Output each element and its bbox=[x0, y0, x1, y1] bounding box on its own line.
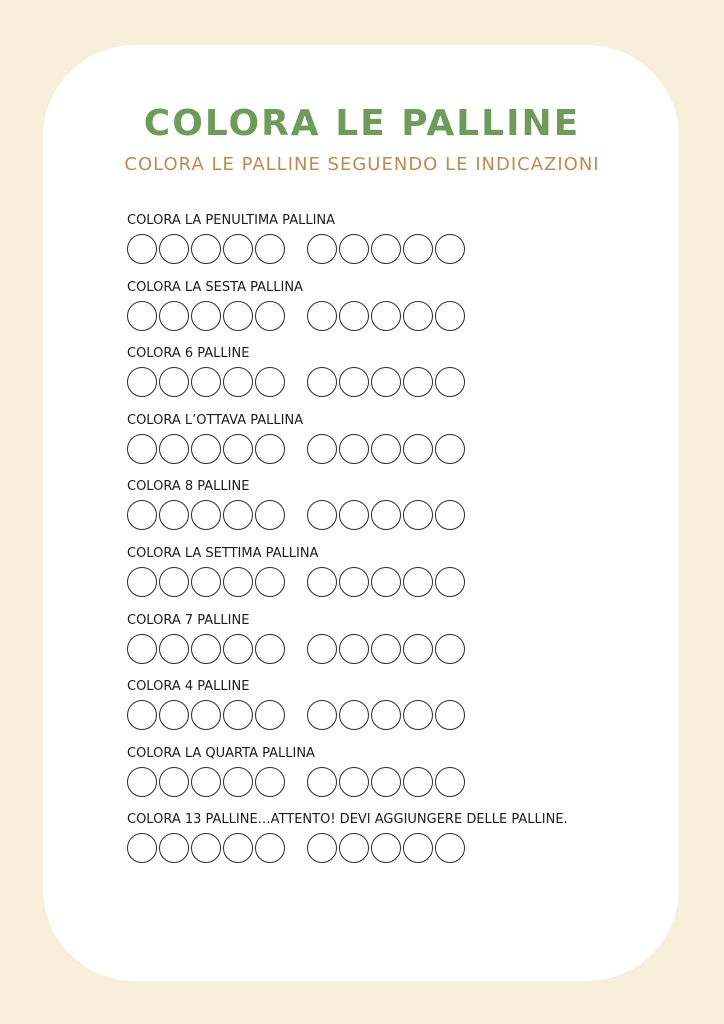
ball-circle[interactable] bbox=[159, 234, 189, 264]
ball-circle[interactable] bbox=[403, 234, 433, 264]
exercise-instruction: COLORA LA SESTA PALLINA bbox=[127, 279, 303, 295]
ball-circle[interactable] bbox=[255, 367, 285, 397]
exercise-item bbox=[127, 745, 647, 812]
ball-circle[interactable] bbox=[255, 234, 285, 264]
ball-circle[interactable] bbox=[339, 567, 369, 597]
ball-circle[interactable] bbox=[339, 833, 369, 863]
ball-group bbox=[307, 567, 467, 597]
ball-circle[interactable] bbox=[191, 767, 221, 797]
ball-group bbox=[307, 767, 467, 797]
ball-circle[interactable] bbox=[255, 767, 285, 797]
ball-circle[interactable] bbox=[371, 500, 401, 530]
ball-circle[interactable] bbox=[307, 500, 337, 530]
ball-circle[interactable] bbox=[435, 700, 465, 730]
ball-circle[interactable] bbox=[223, 567, 253, 597]
ball-circle[interactable] bbox=[371, 434, 401, 464]
ball-circle[interactable] bbox=[223, 367, 253, 397]
ball-circle[interactable] bbox=[403, 767, 433, 797]
ball-circle[interactable] bbox=[435, 234, 465, 264]
ball-circle[interactable] bbox=[403, 567, 433, 597]
ball-circle[interactable] bbox=[255, 301, 285, 331]
exercise-item bbox=[127, 811, 647, 878]
ball-circle[interactable] bbox=[223, 767, 253, 797]
ball-circle[interactable] bbox=[159, 833, 189, 863]
ball-circle[interactable] bbox=[255, 700, 285, 730]
ball-circle[interactable] bbox=[191, 301, 221, 331]
ball-circle[interactable] bbox=[191, 567, 221, 597]
exercise-instruction: COLORA 6 PALLINE bbox=[127, 346, 250, 362]
ball-circle[interactable] bbox=[191, 367, 221, 397]
ball-circle[interactable] bbox=[307, 634, 337, 664]
ball-row bbox=[127, 434, 647, 464]
exercise-item bbox=[127, 412, 647, 479]
ball-circle[interactable] bbox=[339, 434, 369, 464]
ball-circle[interactable] bbox=[159, 367, 189, 397]
exercise-item bbox=[127, 545, 647, 612]
ball-circle[interactable] bbox=[255, 567, 285, 597]
ball-circle[interactable] bbox=[191, 234, 221, 264]
ball-circle[interactable] bbox=[435, 367, 465, 397]
ball-circle[interactable] bbox=[255, 500, 285, 530]
ball-group bbox=[127, 434, 287, 464]
ball-circle[interactable] bbox=[435, 500, 465, 530]
ball-row bbox=[127, 301, 647, 331]
ball-circle[interactable] bbox=[223, 500, 253, 530]
ball-circle[interactable] bbox=[403, 434, 433, 464]
ball-circle[interactable] bbox=[127, 301, 157, 331]
ball-circle[interactable] bbox=[191, 434, 221, 464]
ball-circle[interactable] bbox=[127, 434, 157, 464]
ball-circle[interactable] bbox=[371, 567, 401, 597]
ball-group bbox=[307, 234, 467, 264]
ball-group bbox=[307, 367, 467, 397]
ball-group bbox=[307, 434, 467, 464]
ball-circle[interactable] bbox=[371, 367, 401, 397]
ball-circle[interactable] bbox=[127, 634, 157, 664]
exercise-instruction: COLORA 13 PALLINE…ATTENTO! DEVI AGGIUNGERE DELLE PALLINE. bbox=[127, 812, 568, 828]
ball-row bbox=[127, 500, 647, 530]
ball-row bbox=[127, 234, 647, 264]
ball-circle[interactable] bbox=[403, 500, 433, 530]
ball-circle[interactable] bbox=[371, 833, 401, 863]
exercise-item bbox=[127, 212, 647, 279]
ball-circle[interactable] bbox=[159, 767, 189, 797]
ball-group bbox=[127, 700, 287, 730]
ball-circle[interactable] bbox=[159, 500, 189, 530]
exercise-item bbox=[127, 279, 647, 346]
ball-circle[interactable] bbox=[307, 567, 337, 597]
ball-row bbox=[127, 833, 647, 863]
ball-circle[interactable] bbox=[307, 301, 337, 331]
ball-circle[interactable] bbox=[435, 301, 465, 331]
ball-circle[interactable] bbox=[339, 500, 369, 530]
ball-group bbox=[307, 500, 467, 530]
ball-row bbox=[127, 567, 647, 597]
exercise-instruction: COLORA LA QUARTA PALLINA bbox=[127, 745, 315, 761]
ball-circle[interactable] bbox=[339, 301, 369, 331]
ball-group bbox=[127, 833, 287, 863]
ball-circle[interactable] bbox=[435, 634, 465, 664]
ball-circle[interactable] bbox=[403, 833, 433, 863]
exercise-item bbox=[127, 612, 647, 679]
ball-group bbox=[307, 301, 467, 331]
exercise-instruction: COLORA 4 PALLINE bbox=[127, 679, 250, 695]
ball-circle[interactable] bbox=[435, 434, 465, 464]
ball-circle[interactable] bbox=[223, 434, 253, 464]
exercise-instruction: COLORA L’OTTAVA PALLINA bbox=[127, 412, 304, 428]
ball-circle[interactable] bbox=[339, 367, 369, 397]
ball-circle[interactable] bbox=[191, 634, 221, 664]
ball-circle[interactable] bbox=[159, 700, 189, 730]
exercise-instruction: COLORA 8 PALLINE bbox=[127, 479, 250, 495]
ball-row bbox=[127, 634, 647, 664]
ball-circle[interactable] bbox=[339, 767, 369, 797]
ball-circle[interactable] bbox=[255, 833, 285, 863]
ball-circle[interactable] bbox=[371, 634, 401, 664]
ball-circle[interactable] bbox=[307, 234, 337, 264]
ball-circle[interactable] bbox=[223, 301, 253, 331]
exercise-item bbox=[127, 478, 647, 545]
ball-circle[interactable] bbox=[255, 634, 285, 664]
ball-circle[interactable] bbox=[127, 767, 157, 797]
exercise-item bbox=[127, 678, 647, 745]
ball-row bbox=[127, 367, 647, 397]
ball-circle[interactable] bbox=[307, 833, 337, 863]
ball-row bbox=[127, 767, 647, 797]
exercise-item bbox=[127, 345, 647, 412]
ball-circle[interactable] bbox=[127, 700, 157, 730]
ball-group bbox=[307, 700, 467, 730]
ball-circle[interactable] bbox=[403, 301, 433, 331]
ball-group bbox=[127, 634, 287, 664]
ball-group bbox=[127, 767, 287, 797]
ball-circle[interactable] bbox=[339, 700, 369, 730]
exercise-instruction: COLORA LA SETTIMA PALLINA bbox=[127, 545, 319, 561]
ball-circle[interactable] bbox=[339, 634, 369, 664]
ball-circle[interactable] bbox=[127, 367, 157, 397]
ball-circle[interactable] bbox=[223, 234, 253, 264]
ball-group bbox=[127, 500, 287, 530]
page-title: COLORA LE PALLINE bbox=[143, 103, 581, 144]
ball-circle[interactable] bbox=[223, 833, 253, 863]
ball-circle[interactable] bbox=[307, 700, 337, 730]
ball-circle[interactable] bbox=[191, 833, 221, 863]
ball-group bbox=[127, 301, 287, 331]
ball-circle[interactable] bbox=[307, 434, 337, 464]
ball-circle[interactable] bbox=[191, 500, 221, 530]
ball-circle[interactable] bbox=[403, 367, 433, 397]
ball-circle[interactable] bbox=[435, 567, 465, 597]
ball-circle[interactable] bbox=[159, 567, 189, 597]
ball-circle[interactable] bbox=[127, 234, 157, 264]
ball-circle[interactable] bbox=[371, 767, 401, 797]
ball-circle[interactable] bbox=[159, 301, 189, 331]
ball-circle[interactable] bbox=[435, 767, 465, 797]
ball-group bbox=[127, 367, 287, 397]
ball-circle[interactable] bbox=[403, 700, 433, 730]
exercise-instruction: COLORA 7 PALLINE bbox=[127, 612, 250, 628]
ball-circle[interactable] bbox=[371, 700, 401, 730]
ball-group bbox=[307, 833, 467, 863]
ball-circle[interactable] bbox=[371, 234, 401, 264]
exercise-list bbox=[127, 212, 647, 878]
ball-group bbox=[127, 567, 287, 597]
ball-row bbox=[127, 700, 647, 730]
ball-circle[interactable] bbox=[191, 700, 221, 730]
ball-circle[interactable] bbox=[307, 767, 337, 797]
ball-circle[interactable] bbox=[223, 700, 253, 730]
ball-circle[interactable] bbox=[127, 567, 157, 597]
ball-circle[interactable] bbox=[435, 833, 465, 863]
ball-circle[interactable] bbox=[403, 634, 433, 664]
exercise-instruction: COLORA LA PENULTIMA PALLINA bbox=[127, 213, 336, 228]
page-subtitle: COLORA LE PALLINE SEGUENDO LE INDICAZIONI bbox=[124, 154, 600, 175]
ball-circle[interactable] bbox=[371, 301, 401, 331]
ball-circle[interactable] bbox=[307, 367, 337, 397]
ball-circle[interactable] bbox=[159, 434, 189, 464]
ball-circle[interactable] bbox=[127, 500, 157, 530]
ball-circle[interactable] bbox=[159, 634, 189, 664]
ball-circle[interactable] bbox=[255, 434, 285, 464]
ball-group bbox=[307, 634, 467, 664]
ball-circle[interactable] bbox=[339, 234, 369, 264]
ball-group bbox=[127, 234, 287, 264]
ball-circle[interactable] bbox=[223, 634, 253, 664]
ball-circle[interactable] bbox=[127, 833, 157, 863]
